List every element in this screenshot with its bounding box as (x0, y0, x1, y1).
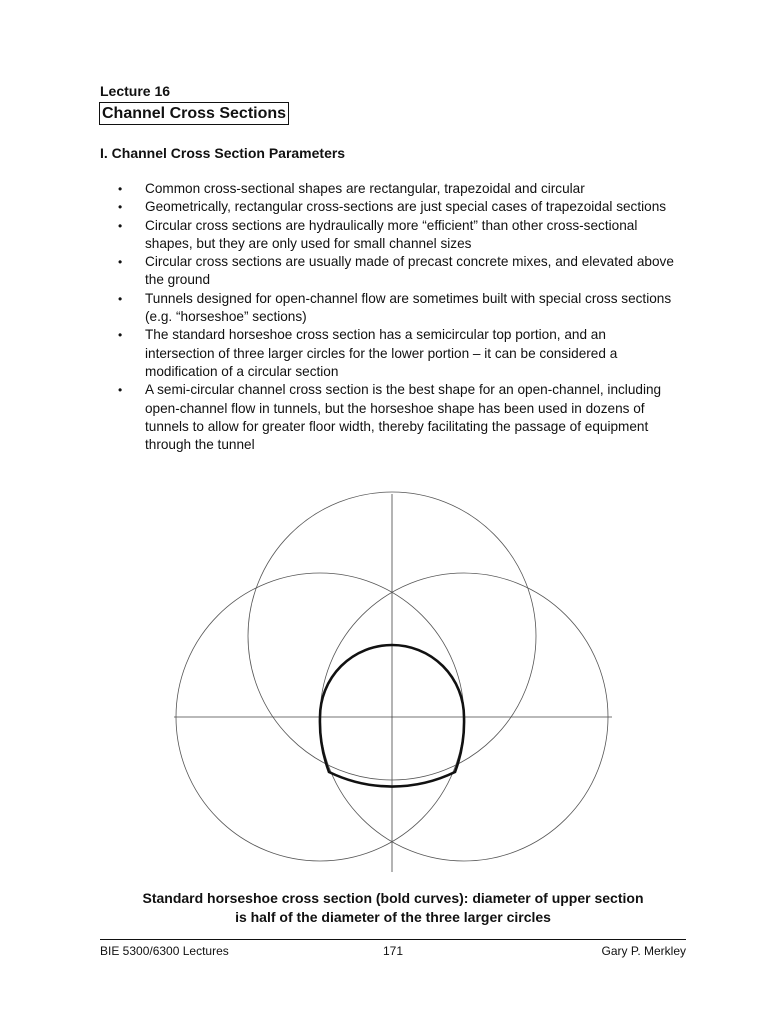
bullet-icon: • (118, 182, 123, 196)
list-item-text: The standard horseshoe cross section has a semicircular top portion, and an intersection of three larger circles for the lower portion – it can be considered a modification of a circular section (145, 327, 618, 379)
list-item-text: Geometrically, rectangular cross-sections are just special cases of trapezoidal sections (145, 199, 667, 215)
bullet-icon: • (118, 200, 123, 215)
caption-line: Standard horseshoe cross section (bold curves): diameter of upper section (142, 890, 644, 906)
footer-course: BIE 5300/6300 Lectures (100, 944, 229, 958)
list-item (118, 381, 678, 454)
bullet-icon: • (118, 218, 123, 233)
horseshoe-diagram (170, 490, 620, 875)
list-item (118, 326, 678, 381)
list-item (118, 180, 678, 198)
list-item-text: Common cross-sectional shapes are rectangular, trapezoidal and circular (145, 181, 585, 196)
page-title: Channel Cross Sections (99, 102, 289, 125)
bullet-icon: • (118, 291, 123, 306)
bullet-icon: • (118, 328, 123, 343)
list-item (118, 198, 678, 216)
bullet-icon: • (118, 383, 123, 398)
bullet-icon: • (118, 255, 123, 270)
caption-line: is half of the diameter of the three larger circles (235, 909, 551, 925)
figure-caption (100, 889, 686, 927)
list-item (118, 217, 678, 254)
list-item-text: A semi-circular channel cross section is the best shape for an open-channel, including open-channel flow in tunnels, but the horseshoe shape has been used in dozens of tunnels to allow for greater floor width, thereby facilitating the passage of equipment through the tunnel (145, 382, 662, 453)
list-item-text: Circular cross sections are usually made of precast concrete mixes, and elevated above the ground (145, 254, 674, 288)
footer-divider (100, 939, 686, 940)
footer-author: Gary P. Merkley (601, 944, 686, 958)
list-item-text: Tunnels designed for open-channel flow are sometimes built with special cross sections (e.g. “horseshoe” sections) (145, 290, 672, 325)
list-item-text: Circular cross sections are hydraulically more “efficient” than other cross-sectional shapes, but they are only used for small channel sizes (145, 217, 638, 251)
bullet-list (118, 180, 678, 454)
list-item (118, 290, 678, 327)
list-item (118, 253, 678, 290)
lecture-number: Lecture 16 (100, 83, 171, 99)
footer-page-number: 171 (382, 944, 404, 958)
section-heading: I. Channel Cross Section Parameters (100, 145, 346, 161)
